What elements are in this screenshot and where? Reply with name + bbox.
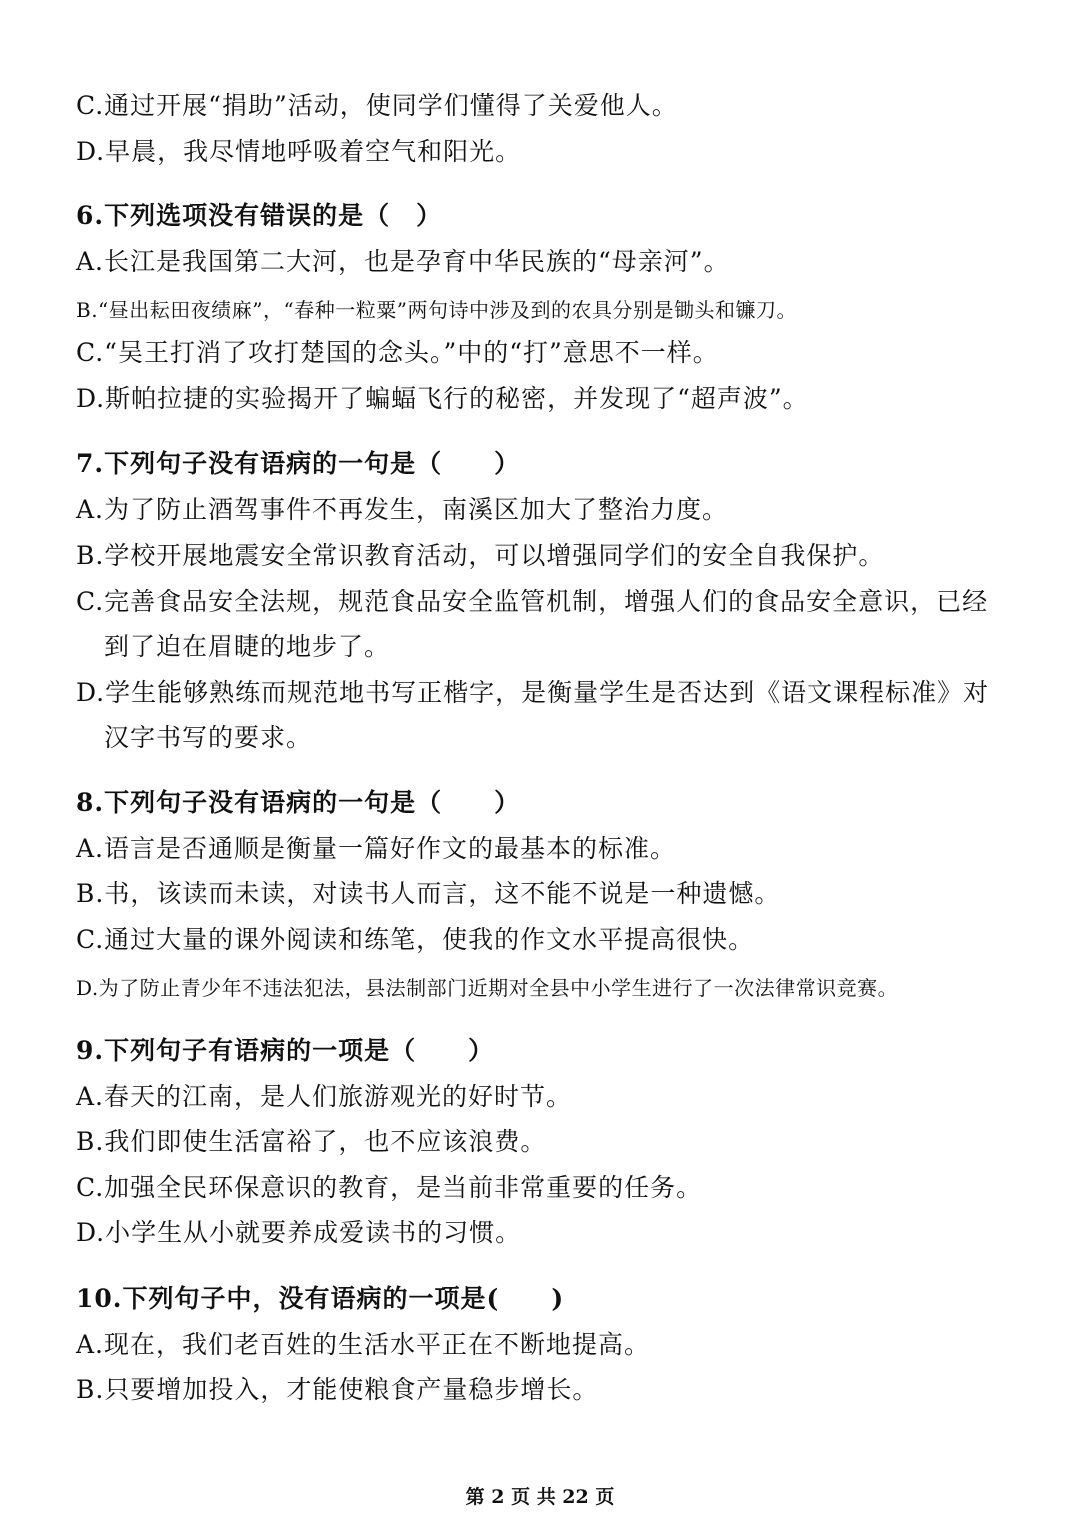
option-10a: A.现在，我们老百姓的生活水平正在不断地提高。 xyxy=(76,1330,651,1359)
option-6c: C.“吴王打消了攻打楚国的念头。”中的“打”意思不一样。 xyxy=(76,338,719,367)
page-number-footer: 第 2 页 共 22 页 xyxy=(465,1486,615,1508)
option-7d: D.学生能够熟练而规范地书写正楷字，是衡量学生是否达到《语文课程标准》对 xyxy=(76,678,990,707)
option-9c: C.加强全民环保意识的教育，是当前非常重要的任务。 xyxy=(76,1173,703,1202)
option-7c: C.完善食品安全法规，规范食品安全监管机制，增强人们的食品安全意识，已经 xyxy=(76,587,989,616)
option-8a: A.语言是否通顺是衡量一篇好作文的最基本的标准。 xyxy=(76,834,677,863)
option-7d-continued: 汉字书写的要求。 xyxy=(104,723,313,752)
option-9b: B.我们即使生活富裕了，也不应该浪费。 xyxy=(76,1127,547,1156)
option-8b: B.书，该读而未读，对读书人而言，这不能不说是一种遗憾。 xyxy=(76,879,781,908)
question-7-title: 7.下列句子没有语病的一句是（ ） xyxy=(76,449,521,478)
option-10b: B.只要增加投入，才能使粮食产量稳步增长。 xyxy=(76,1375,599,1404)
option-9d: D.小学生从小就要养成爱读书的习惯。 xyxy=(76,1218,522,1247)
question-6-title: 6.下列选项没有错误的是（ ） xyxy=(76,201,443,230)
question-10-title: 10.下列句子中，没有语病的一项是( ) xyxy=(76,1284,565,1313)
option-7b: B.学校开展地震安全常识教育活动，可以增强同学们的安全自我保护。 xyxy=(76,541,885,570)
question-9-title: 9.下列句子有语病的一项是（ ） xyxy=(76,1036,495,1065)
option-5d: D.早晨，我尽情地呼吸着空气和阳光。 xyxy=(76,137,522,166)
option-8c: C.通过大量的课外阅读和练笔，使我的作文水平提高很快。 xyxy=(76,925,755,954)
option-7a: A.为了防止酒驾事件不再发生，南溪区加大了整治力度。 xyxy=(76,495,729,524)
option-6a: A.长江是我国第二大河，也是孕育中华民族的“母亲河”。 xyxy=(76,247,730,276)
option-8d: D.为了防止青少年不违法犯法，县法制部门近期对全县中小学生进行了一次法律常识竞赛。 xyxy=(76,976,899,1000)
question-8-title: 8.下列句子没有语病的一句是（ ） xyxy=(76,788,521,817)
option-6d: D.斯帕拉捷的实验揭开了蝙蝠飞行的秘密，并发现了“超声波”。 xyxy=(76,384,809,413)
option-6b: B.“昼出耘田夜绩麻”，“春种一粒粟”两句诗中涉及到的农具分别是锄头和镰刀。 xyxy=(76,298,797,322)
option-7c-continued: 到了迫在眉睫的地步了。 xyxy=(104,632,391,661)
option-9a: A.春天的江南，是人们旅游观光的好时节。 xyxy=(76,1082,573,1111)
option-5c: C.通过开展“捐助”活动，使同学们懂得了关爱他人。 xyxy=(76,91,678,120)
